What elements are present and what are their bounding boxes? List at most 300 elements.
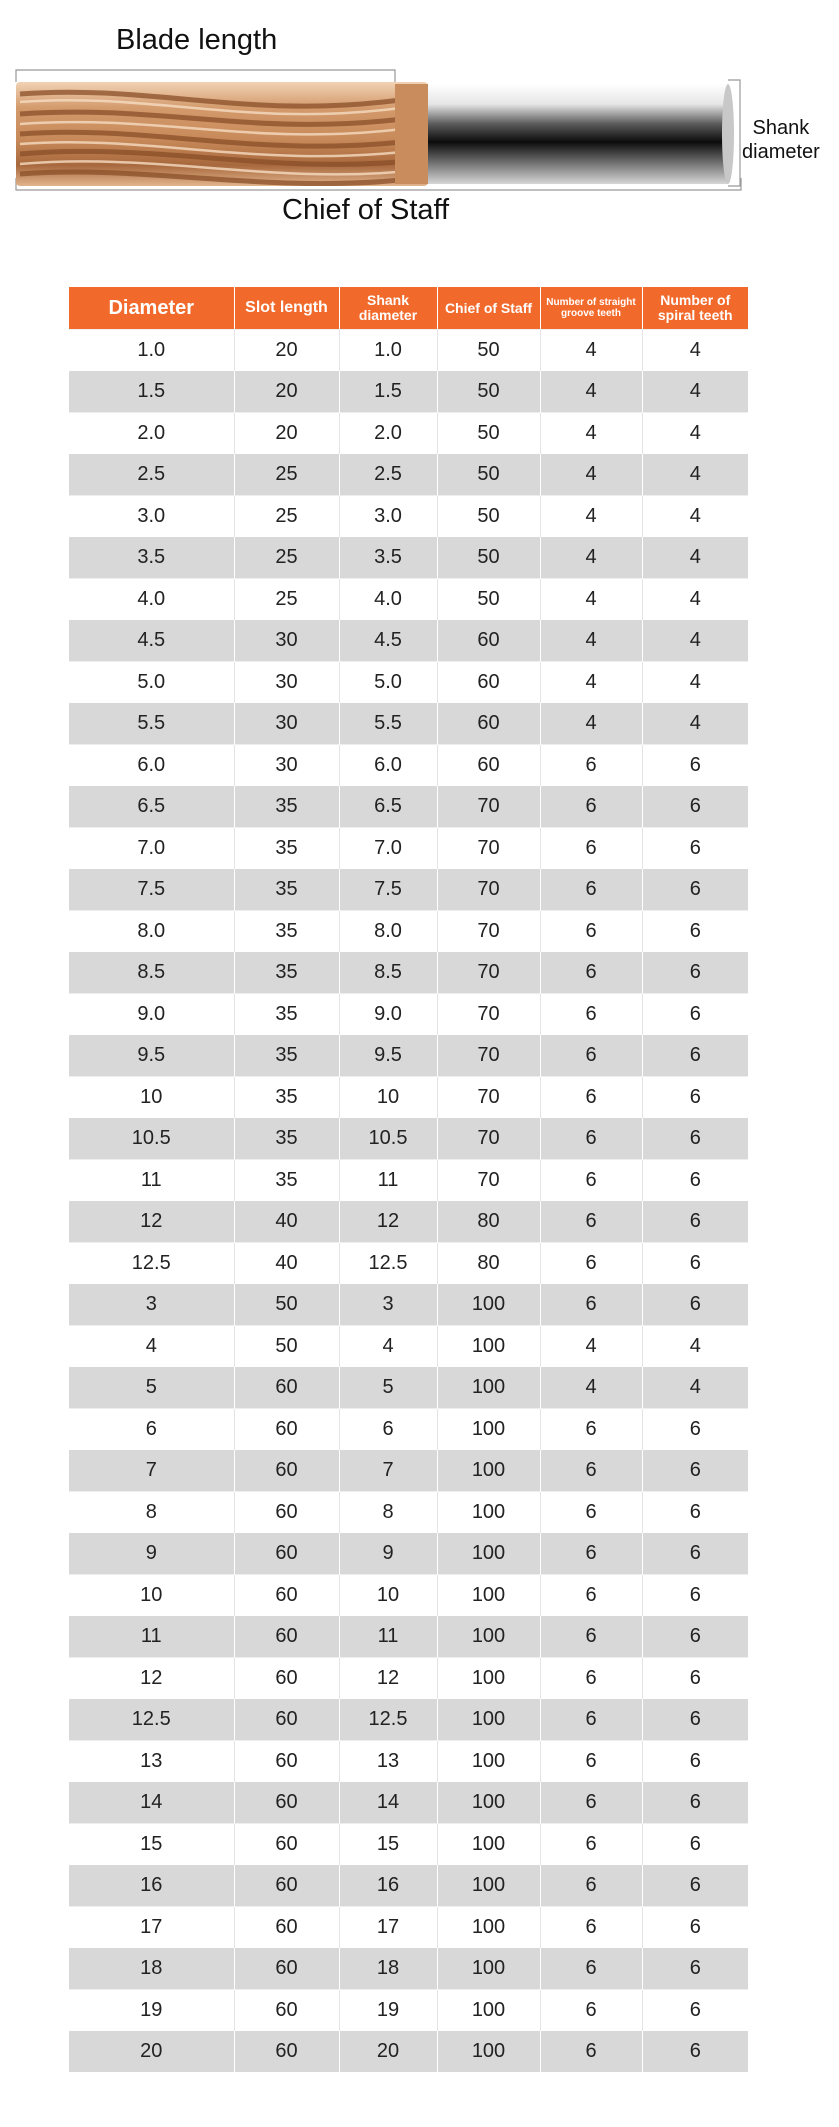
cell-shank-diameter: 8.5 — [339, 952, 437, 994]
cell-slot-length: 35 — [234, 1035, 339, 1077]
cell-chief-of-staff: 100 — [437, 1450, 540, 1492]
cell-spiral-teeth: 6 — [642, 1492, 748, 1534]
cell-diameter: 17 — [69, 1907, 234, 1949]
cell-straight-groove-teeth: 6 — [540, 1990, 642, 2032]
cell-shank-diameter: 10 — [339, 1077, 437, 1119]
cell-diameter: 7.0 — [69, 828, 234, 870]
col-header-diameter: Diameter — [69, 287, 234, 330]
cell-slot-length: 60 — [234, 1699, 339, 1741]
tool-diagram — [0, 0, 839, 240]
cell-spiral-teeth: 6 — [642, 1907, 748, 1949]
cell-spiral-teeth: 6 — [642, 1243, 748, 1285]
cell-chief-of-staff: 70 — [437, 994, 540, 1036]
cell-spiral-teeth: 6 — [642, 1782, 748, 1824]
cell-chief-of-staff: 70 — [437, 911, 540, 953]
cell-slot-length: 30 — [234, 703, 339, 745]
cell-chief-of-staff: 100 — [437, 1990, 540, 2032]
cell-straight-groove-teeth: 6 — [540, 1450, 642, 1492]
cell-straight-groove-teeth: 6 — [540, 1575, 642, 1617]
col-header-shank-diameter: Shank diameter — [339, 287, 437, 330]
cell-straight-groove-teeth: 6 — [540, 1160, 642, 1202]
cell-diameter: 5 — [69, 1367, 234, 1409]
shank-label-line1: Shank — [752, 117, 810, 139]
cell-diameter: 3.5 — [69, 537, 234, 579]
table-row — [69, 1409, 748, 1451]
blade-length-label: Blade length — [116, 24, 278, 56]
cell-diameter: 8.0 — [69, 911, 234, 953]
cell-shank-diameter: 3.5 — [339, 537, 437, 579]
cell-spiral-teeth: 6 — [642, 1824, 748, 1866]
cell-chief-of-staff: 100 — [437, 1367, 540, 1409]
cell-spiral-teeth: 6 — [642, 1035, 748, 1077]
cell-diameter: 16 — [69, 1865, 234, 1907]
cell-spiral-teeth: 6 — [642, 1284, 748, 1326]
cell-spiral-teeth: 6 — [642, 869, 748, 911]
cell-straight-groove-teeth: 6 — [540, 1533, 642, 1575]
cell-straight-groove-teeth: 4 — [540, 537, 642, 579]
cell-chief-of-staff: 80 — [437, 1201, 540, 1243]
cell-diameter: 12 — [69, 1658, 234, 1700]
cell-spiral-teeth: 6 — [642, 911, 748, 953]
cell-chief-of-staff: 100 — [437, 2031, 540, 2072]
cell-spiral-teeth: 4 — [642, 620, 748, 662]
cell-chief-of-staff: 100 — [437, 1865, 540, 1907]
table-row — [69, 1575, 748, 1617]
cell-spiral-teeth: 4 — [642, 1326, 748, 1368]
cell-straight-groove-teeth: 6 — [540, 1782, 642, 1824]
cell-spiral-teeth: 6 — [642, 745, 748, 787]
cell-spiral-teeth: 4 — [642, 371, 748, 413]
cell-spiral-teeth: 4 — [642, 662, 748, 704]
cell-spiral-teeth: 4 — [642, 454, 748, 496]
cell-chief-of-staff: 60 — [437, 662, 540, 704]
cell-diameter: 9.0 — [69, 994, 234, 1036]
cell-slot-length: 60 — [234, 1450, 339, 1492]
shank-diameter-label — [742, 116, 820, 164]
table-row — [69, 371, 748, 413]
cell-straight-groove-teeth: 6 — [540, 1243, 642, 1285]
cell-slot-length: 60 — [234, 1409, 339, 1451]
cell-shank-diameter: 9.5 — [339, 1035, 437, 1077]
cell-diameter: 12 — [69, 1201, 234, 1243]
cell-diameter: 6.5 — [69, 786, 234, 828]
cell-diameter: 15 — [69, 1824, 234, 1866]
cell-chief-of-staff: 100 — [437, 1409, 540, 1451]
cell-chief-of-staff: 80 — [437, 1243, 540, 1285]
cell-spiral-teeth: 6 — [642, 1160, 748, 1202]
cell-shank-diameter: 4 — [339, 1326, 437, 1368]
cell-straight-groove-teeth: 6 — [540, 1492, 642, 1534]
cell-shank-diameter: 6.5 — [339, 786, 437, 828]
cell-spiral-teeth: 4 — [642, 413, 748, 455]
cell-straight-groove-teeth: 6 — [540, 745, 642, 787]
cell-chief-of-staff: 60 — [437, 745, 540, 787]
cell-spiral-teeth: 6 — [642, 1865, 748, 1907]
cell-spiral-teeth: 4 — [642, 330, 748, 372]
cell-spiral-teeth: 6 — [642, 1658, 748, 1700]
table-row — [69, 1160, 748, 1202]
table-body — [69, 330, 748, 2073]
cell-slot-length: 60 — [234, 1616, 339, 1658]
cell-chief-of-staff: 100 — [437, 1326, 540, 1368]
table-row — [69, 828, 748, 870]
table-row — [69, 620, 748, 662]
cell-chief-of-staff: 70 — [437, 869, 540, 911]
cell-shank-diameter: 3.0 — [339, 496, 437, 538]
cell-shank-diameter: 11 — [339, 1160, 437, 1202]
table-row — [69, 537, 748, 579]
cell-slot-length: 25 — [234, 496, 339, 538]
cell-straight-groove-teeth: 6 — [540, 994, 642, 1036]
cell-shank-diameter: 12 — [339, 1658, 437, 1700]
cell-straight-groove-teeth: 4 — [540, 371, 642, 413]
table-row — [69, 1492, 748, 1534]
cell-straight-groove-teeth: 6 — [540, 952, 642, 994]
cell-diameter: 14 — [69, 1782, 234, 1824]
table-row — [69, 1533, 748, 1575]
cell-chief-of-staff: 70 — [437, 1160, 540, 1202]
cell-spiral-teeth: 6 — [642, 1118, 748, 1160]
cell-slot-length: 60 — [234, 1367, 339, 1409]
cell-diameter: 7.5 — [69, 869, 234, 911]
cell-diameter: 11 — [69, 1160, 234, 1202]
cell-diameter: 18 — [69, 1948, 234, 1990]
cell-slot-length: 60 — [234, 1907, 339, 1949]
cell-shank-diameter: 15 — [339, 1824, 437, 1866]
cell-slot-length: 60 — [234, 1990, 339, 2032]
cell-straight-groove-teeth: 6 — [540, 1616, 642, 1658]
cell-spiral-teeth: 6 — [642, 1575, 748, 1617]
cell-diameter: 5.0 — [69, 662, 234, 704]
table-row — [69, 786, 748, 828]
cell-spiral-teeth: 6 — [642, 1699, 748, 1741]
specification-table — [69, 287, 748, 2072]
cell-chief-of-staff: 50 — [437, 496, 540, 538]
cell-shank-diameter: 8.0 — [339, 911, 437, 953]
cell-slot-length: 25 — [234, 454, 339, 496]
cell-shank-diameter: 2.5 — [339, 454, 437, 496]
cell-shank-diameter: 6 — [339, 1409, 437, 1451]
cell-diameter: 7 — [69, 1450, 234, 1492]
table-row — [69, 1948, 748, 1990]
cell-diameter: 12.5 — [69, 1699, 234, 1741]
cell-slot-length: 60 — [234, 1658, 339, 1700]
cell-straight-groove-teeth: 6 — [540, 1741, 642, 1783]
cell-diameter: 6 — [69, 1409, 234, 1451]
cell-chief-of-staff: 70 — [437, 1035, 540, 1077]
cell-shank-diameter: 9 — [339, 1533, 437, 1575]
cell-chief-of-staff: 100 — [437, 1284, 540, 1326]
cell-shank-diameter: 11 — [339, 1616, 437, 1658]
cell-slot-length: 30 — [234, 745, 339, 787]
table-row — [69, 662, 748, 704]
cell-straight-groove-teeth: 6 — [540, 828, 642, 870]
cell-slot-length: 30 — [234, 662, 339, 704]
cell-chief-of-staff: 100 — [437, 1492, 540, 1534]
cell-slot-length: 35 — [234, 911, 339, 953]
table-row — [69, 1699, 748, 1741]
cell-chief-of-staff: 60 — [437, 703, 540, 745]
table-row — [69, 496, 748, 538]
cell-chief-of-staff: 100 — [437, 1658, 540, 1700]
cell-shank-diameter: 18 — [339, 1948, 437, 1990]
cell-spiral-teeth: 6 — [642, 994, 748, 1036]
cell-spiral-teeth: 6 — [642, 1741, 748, 1783]
cell-slot-length: 35 — [234, 869, 339, 911]
cell-shank-diameter: 9.0 — [339, 994, 437, 1036]
cell-diameter: 2.0 — [69, 413, 234, 455]
cell-straight-groove-teeth: 6 — [540, 1409, 642, 1451]
cell-slot-length: 25 — [234, 579, 339, 621]
cell-diameter: 11 — [69, 1616, 234, 1658]
cell-chief-of-staff: 100 — [437, 1533, 540, 1575]
cell-straight-groove-teeth: 6 — [540, 1699, 642, 1741]
table-row — [69, 1865, 748, 1907]
cell-slot-length: 60 — [234, 1865, 339, 1907]
cell-spiral-teeth: 6 — [642, 1409, 748, 1451]
cell-shank-diameter: 10.5 — [339, 1118, 437, 1160]
cell-shank-diameter: 19 — [339, 1990, 437, 2032]
table-row — [69, 413, 748, 455]
cell-shank-diameter: 7.5 — [339, 869, 437, 911]
table-row — [69, 2031, 748, 2072]
table-header — [69, 287, 748, 330]
cell-shank-diameter: 10 — [339, 1575, 437, 1617]
cell-diameter: 5.5 — [69, 703, 234, 745]
cell-spiral-teeth: 6 — [642, 1990, 748, 2032]
cell-diameter: 3 — [69, 1284, 234, 1326]
cell-shank-diameter: 7.0 — [339, 828, 437, 870]
cell-spiral-teeth: 4 — [642, 579, 748, 621]
cell-slot-length: 60 — [234, 1492, 339, 1534]
cell-straight-groove-teeth: 4 — [540, 579, 642, 621]
table-row — [69, 1284, 748, 1326]
cell-shank-diameter: 6.0 — [339, 745, 437, 787]
cell-shank-diameter: 1.5 — [339, 371, 437, 413]
cell-shank-diameter: 4.5 — [339, 620, 437, 662]
cell-straight-groove-teeth: 4 — [540, 703, 642, 745]
cell-slot-length: 20 — [234, 413, 339, 455]
table-row — [69, 579, 748, 621]
cell-shank-diameter: 5.5 — [339, 703, 437, 745]
cell-shank-diameter: 4.0 — [339, 579, 437, 621]
cell-chief-of-staff: 50 — [437, 330, 540, 372]
cell-diameter: 4.5 — [69, 620, 234, 662]
cell-diameter: 20 — [69, 2031, 234, 2072]
cell-slot-length: 35 — [234, 828, 339, 870]
cell-chief-of-staff: 60 — [437, 620, 540, 662]
col-header-spiral-teeth: Number of spiral teeth — [642, 287, 748, 330]
cell-spiral-teeth: 6 — [642, 952, 748, 994]
cell-slot-length: 40 — [234, 1201, 339, 1243]
cell-chief-of-staff: 50 — [437, 413, 540, 455]
cell-chief-of-staff: 50 — [437, 537, 540, 579]
cell-slot-length: 60 — [234, 2031, 339, 2072]
cell-shank-diameter: 2.0 — [339, 413, 437, 455]
cell-diameter: 13 — [69, 1741, 234, 1783]
cell-slot-length: 60 — [234, 1533, 339, 1575]
cell-slot-length: 20 — [234, 330, 339, 372]
cell-slot-length: 60 — [234, 1782, 339, 1824]
cell-shank-diameter: 20 — [339, 2031, 437, 2072]
cell-spiral-teeth: 6 — [642, 1077, 748, 1119]
cell-diameter: 3.0 — [69, 496, 234, 538]
cell-straight-groove-teeth: 4 — [540, 1326, 642, 1368]
cell-slot-length: 20 — [234, 371, 339, 413]
cell-straight-groove-teeth: 4 — [540, 330, 642, 372]
table-row — [69, 1326, 748, 1368]
cell-slot-length: 40 — [234, 1243, 339, 1285]
table-row — [69, 703, 748, 745]
cell-slot-length: 60 — [234, 1948, 339, 1990]
cell-chief-of-staff: 70 — [437, 828, 540, 870]
cell-shank-diameter: 3 — [339, 1284, 437, 1326]
cell-diameter: 1.5 — [69, 371, 234, 413]
cell-straight-groove-teeth: 6 — [540, 1077, 642, 1119]
table-row — [69, 911, 748, 953]
cell-spiral-teeth: 6 — [642, 1948, 748, 1990]
cell-diameter: 19 — [69, 1990, 234, 2032]
table-row — [69, 1907, 748, 1949]
cell-diameter: 6.0 — [69, 745, 234, 787]
table-row — [69, 1243, 748, 1285]
cell-chief-of-staff: 100 — [437, 1741, 540, 1783]
cell-shank-diameter: 12.5 — [339, 1699, 437, 1741]
cell-diameter: 8.5 — [69, 952, 234, 994]
cell-diameter: 10 — [69, 1575, 234, 1617]
cell-diameter: 8 — [69, 1492, 234, 1534]
cell-straight-groove-teeth: 6 — [540, 1284, 642, 1326]
cell-spiral-teeth: 6 — [642, 786, 748, 828]
table-row — [69, 1782, 748, 1824]
cell-spiral-teeth: 6 — [642, 828, 748, 870]
table-row — [69, 1616, 748, 1658]
cell-chief-of-staff: 70 — [437, 1077, 540, 1119]
cell-straight-groove-teeth: 6 — [540, 1948, 642, 1990]
cell-slot-length: 35 — [234, 1160, 339, 1202]
cell-straight-groove-teeth: 6 — [540, 2031, 642, 2072]
cell-chief-of-staff: 100 — [437, 1699, 540, 1741]
cell-slot-length: 50 — [234, 1326, 339, 1368]
cell-chief-of-staff: 100 — [437, 1824, 540, 1866]
cell-slot-length: 35 — [234, 952, 339, 994]
table-row — [69, 1077, 748, 1119]
cell-straight-groove-teeth: 6 — [540, 869, 642, 911]
cell-diameter: 1.0 — [69, 330, 234, 372]
table-row — [69, 1450, 748, 1492]
cell-slot-length: 35 — [234, 786, 339, 828]
table-row — [69, 330, 748, 372]
cell-slot-length: 25 — [234, 537, 339, 579]
cell-slot-length: 50 — [234, 1284, 339, 1326]
table-row — [69, 994, 748, 1036]
col-header-chief-of-staff: Chief of Staff — [437, 287, 540, 330]
cell-chief-of-staff: 70 — [437, 952, 540, 994]
cell-straight-groove-teeth: 6 — [540, 1865, 642, 1907]
col-header-straight-groove-teeth: Number of straight groove teeth — [540, 287, 642, 330]
cell-straight-groove-teeth: 6 — [540, 1035, 642, 1077]
cell-spiral-teeth: 4 — [642, 703, 748, 745]
cell-chief-of-staff: 50 — [437, 371, 540, 413]
cell-slot-length: 35 — [234, 994, 339, 1036]
cell-chief-of-staff: 100 — [437, 1907, 540, 1949]
cell-straight-groove-teeth: 4 — [540, 620, 642, 662]
cell-slot-length: 30 — [234, 620, 339, 662]
cell-diameter: 10 — [69, 1077, 234, 1119]
table-row — [69, 1658, 748, 1700]
cell-diameter: 9.5 — [69, 1035, 234, 1077]
cell-straight-groove-teeth: 4 — [540, 1367, 642, 1409]
col-header-slot-length: Slot length — [234, 287, 339, 330]
cell-slot-length: 60 — [234, 1741, 339, 1783]
cell-straight-groove-teeth: 4 — [540, 413, 642, 455]
cell-chief-of-staff: 100 — [437, 1575, 540, 1617]
cell-spiral-teeth: 6 — [642, 1201, 748, 1243]
cell-shank-diameter: 16 — [339, 1865, 437, 1907]
cell-spiral-teeth: 6 — [642, 1450, 748, 1492]
cell-chief-of-staff: 100 — [437, 1948, 540, 1990]
cell-chief-of-staff: 50 — [437, 454, 540, 496]
cell-chief-of-staff: 70 — [437, 1118, 540, 1160]
chief-of-staff-label: Chief of Staff — [282, 194, 450, 226]
cell-straight-groove-teeth: 6 — [540, 786, 642, 828]
cell-shank-diameter: 12 — [339, 1201, 437, 1243]
cell-shank-diameter: 14 — [339, 1782, 437, 1824]
cell-slot-length: 35 — [234, 1118, 339, 1160]
cell-shank-diameter: 12.5 — [339, 1243, 437, 1285]
table-row — [69, 1824, 748, 1866]
cell-diameter: 4 — [69, 1326, 234, 1368]
cell-straight-groove-teeth: 6 — [540, 1907, 642, 1949]
cell-shank-diameter: 7 — [339, 1450, 437, 1492]
table-row — [69, 952, 748, 994]
table-row — [69, 1118, 748, 1160]
cell-spiral-teeth: 6 — [642, 1616, 748, 1658]
cell-spiral-teeth: 6 — [642, 2031, 748, 2072]
table-row — [69, 1035, 748, 1077]
cell-slot-length: 60 — [234, 1824, 339, 1866]
cell-shank-diameter: 8 — [339, 1492, 437, 1534]
cell-chief-of-staff: 100 — [437, 1616, 540, 1658]
cell-straight-groove-teeth: 4 — [540, 662, 642, 704]
cell-diameter: 10.5 — [69, 1118, 234, 1160]
cell-straight-groove-teeth: 4 — [540, 454, 642, 496]
table-row — [69, 1367, 748, 1409]
cell-diameter: 9 — [69, 1533, 234, 1575]
cell-slot-length: 35 — [234, 1077, 339, 1119]
table-row — [69, 454, 748, 496]
cell-chief-of-staff: 50 — [437, 579, 540, 621]
cell-shank-diameter: 13 — [339, 1741, 437, 1783]
table-row — [69, 1990, 748, 2032]
cell-slot-length: 60 — [234, 1575, 339, 1617]
cell-straight-groove-teeth: 6 — [540, 1824, 642, 1866]
cell-spiral-teeth: 6 — [642, 1533, 748, 1575]
cell-straight-groove-teeth: 6 — [540, 1658, 642, 1700]
cell-straight-groove-teeth: 6 — [540, 1118, 642, 1160]
table-row — [69, 869, 748, 911]
cell-chief-of-staff: 100 — [437, 1782, 540, 1824]
cell-diameter: 4.0 — [69, 579, 234, 621]
cell-shank-diameter: 5.0 — [339, 662, 437, 704]
shank-label-line2: diameter — [742, 141, 820, 163]
cell-diameter: 12.5 — [69, 1243, 234, 1285]
cell-spiral-teeth: 4 — [642, 496, 748, 538]
cell-shank-diameter: 5 — [339, 1367, 437, 1409]
cell-spiral-teeth: 4 — [642, 1367, 748, 1409]
table-row — [69, 1741, 748, 1783]
cell-straight-groove-teeth: 6 — [540, 911, 642, 953]
